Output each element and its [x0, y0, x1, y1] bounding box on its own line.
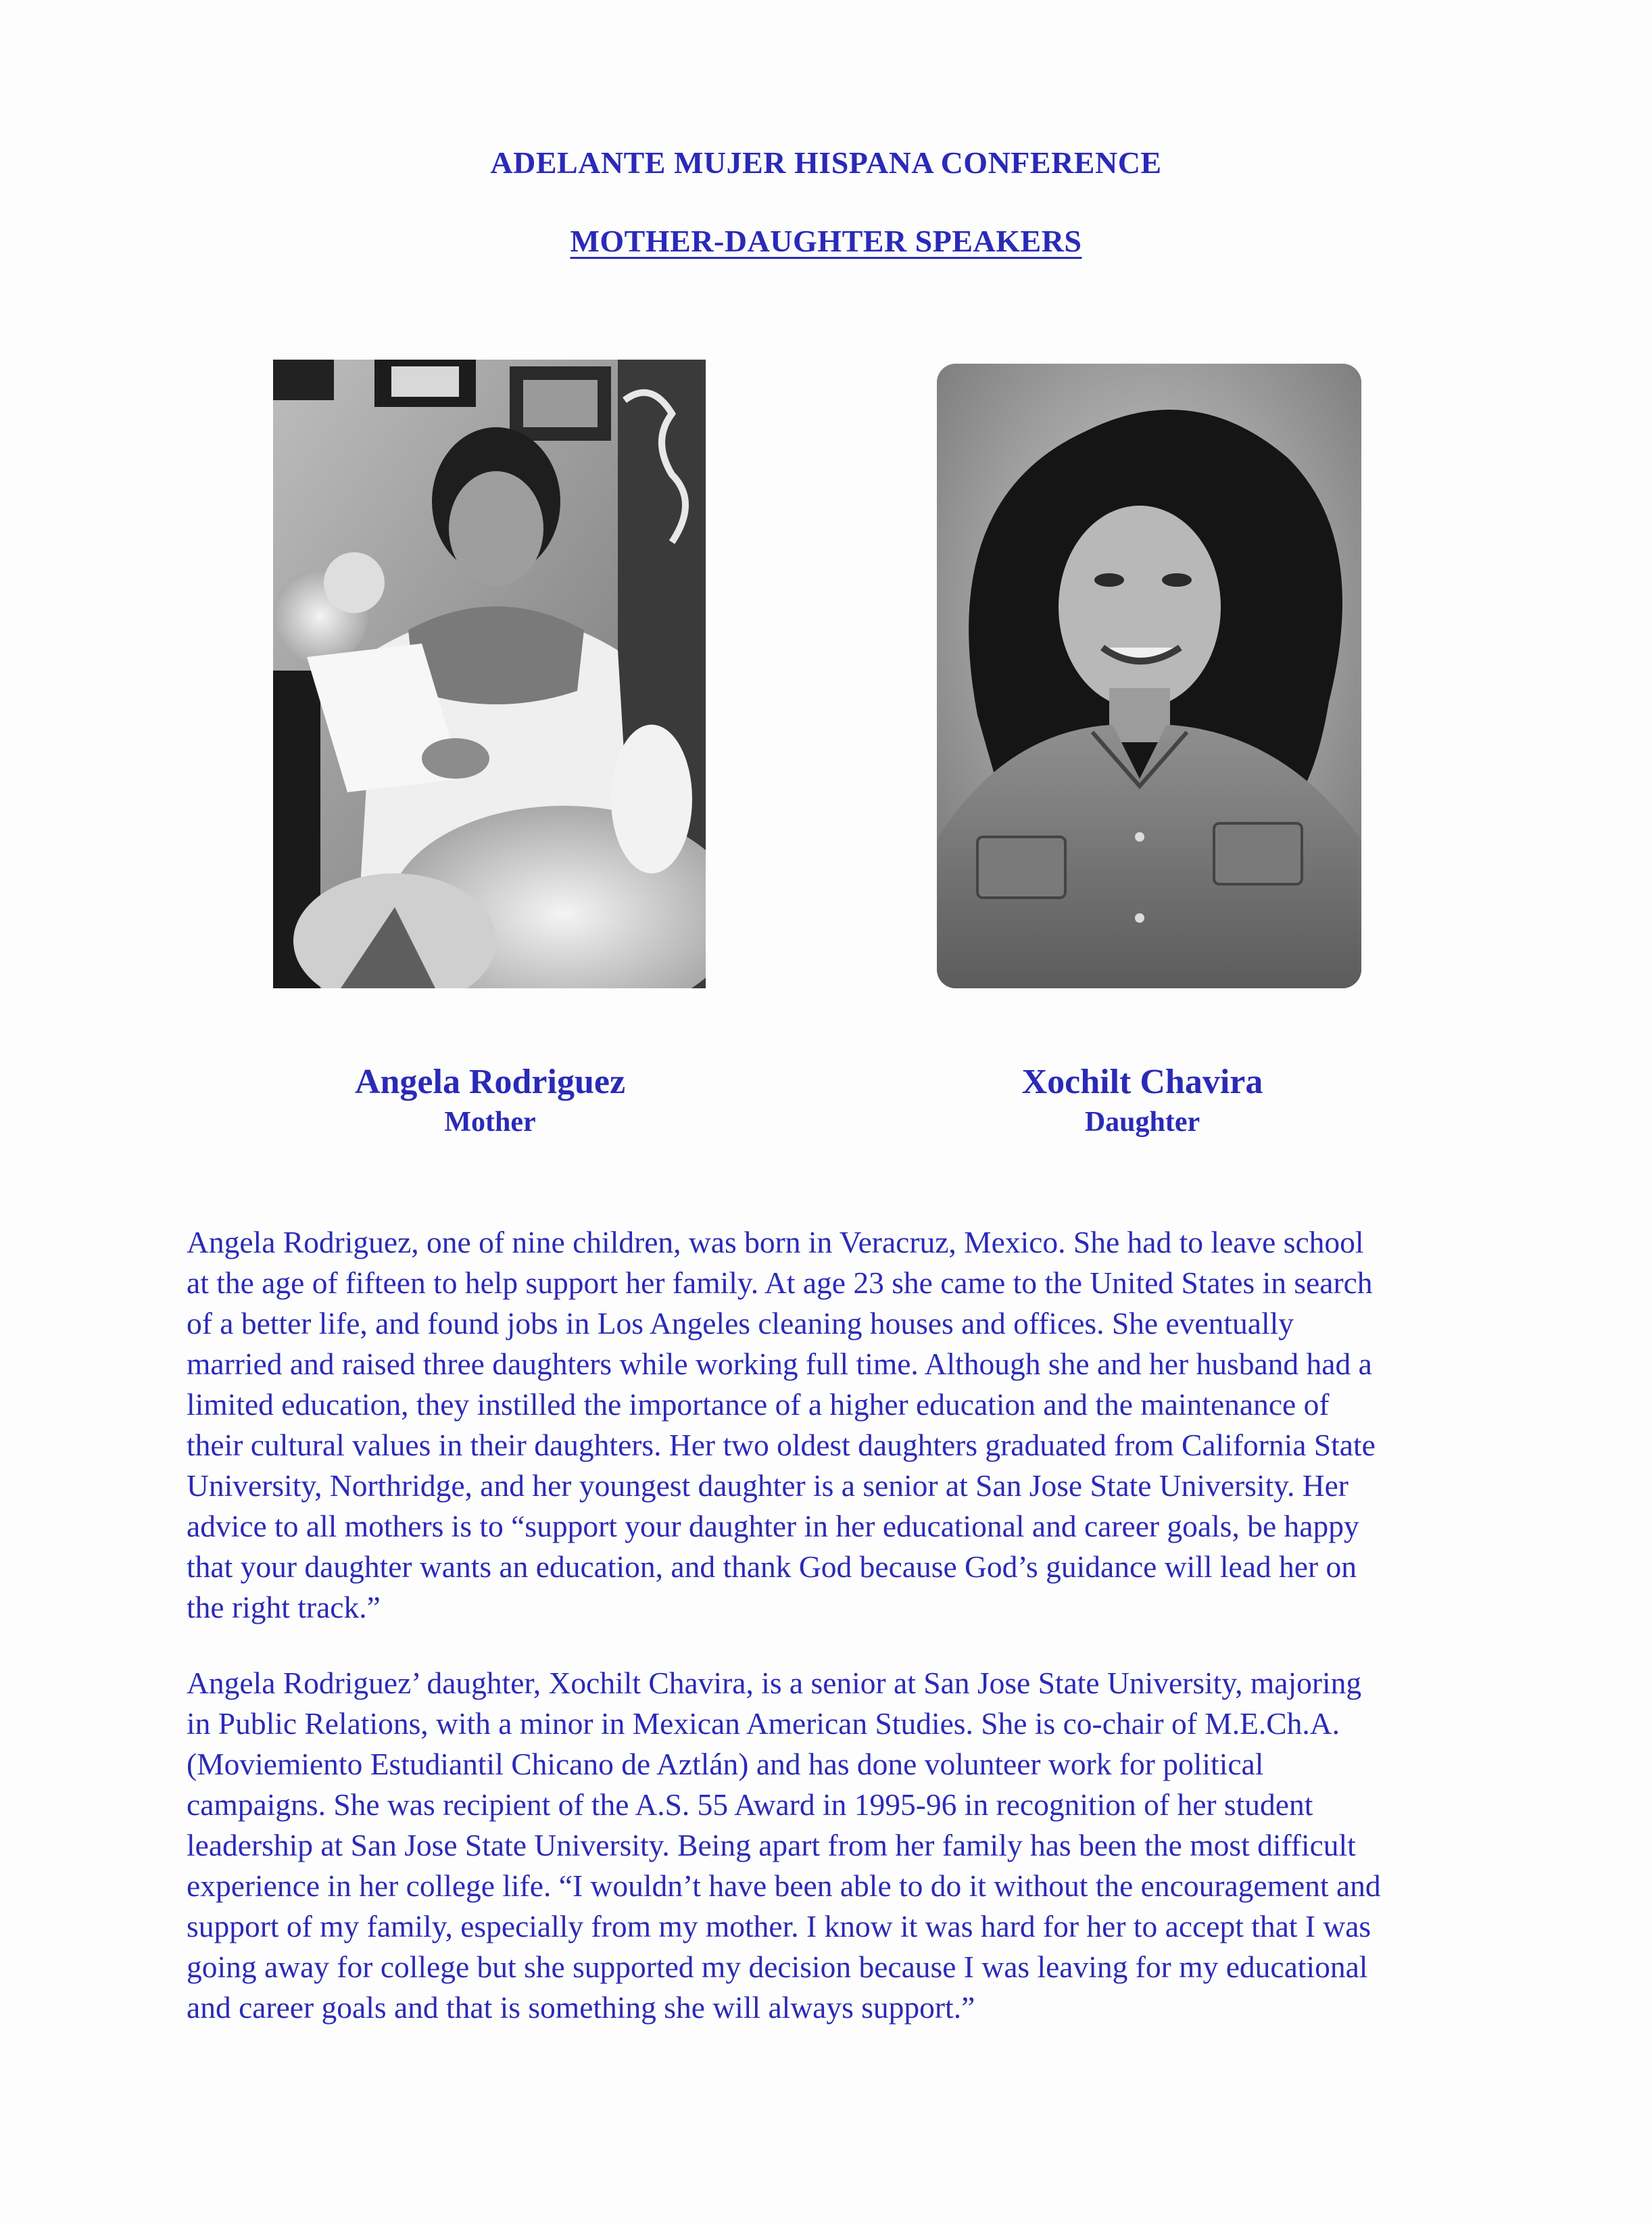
- mother-photo-image: [273, 360, 706, 988]
- bio-line: and career goals and that is something she will always support.”: [187, 1990, 975, 2025]
- mother-caption: [284, 1061, 696, 1141]
- bio-line: Angela Rodriguez’ daughter, Xochilt Chavira, is a senior at San Jose State University, majoring: [187, 1666, 1362, 1700]
- bio-line: (Moviemiento Estudiantil Chicano de Aztlán) and has done volunteer work for political: [187, 1747, 1264, 1781]
- section-subtitle: [0, 223, 1652, 259]
- bio-line: Angela Rodriguez, one of nine children, was born in Veracruz, Mexico. She had to leave school: [187, 1225, 1364, 1259]
- bio-line: at the age of fifteen to help support her family. At age 23 she came to the United States in search: [187, 1265, 1373, 1300]
- daughter-name: Xochilt Chavira: [1021, 1063, 1263, 1101]
- daughter-caption: [933, 1061, 1352, 1141]
- bio-line: advice to all mothers is to “support your daughter in her educational and career goals, be happy: [187, 1509, 1359, 1543]
- bio-line: support of my family, especially from my mother. I know it was hard for her to accept that I was: [187, 1909, 1371, 1943]
- daughter-bio-paragraph: [187, 1663, 1525, 2028]
- bio-line: the right track.”: [187, 1590, 381, 1624]
- bio-line: campaigns. She was recipient of the A.S. 55 Award in 1995-96 in recognition of her student: [187, 1787, 1313, 1822]
- daughter-role: Daughter: [1084, 1107, 1200, 1138]
- daughter-photo: [937, 364, 1361, 988]
- bio-line: experience in her college life. “I wouldn’t have been able to do it without the encouragement and: [187, 1868, 1381, 1903]
- bio-line: going away for college but she supported my decision because I was leaving for my educational: [187, 1950, 1368, 1984]
- bio-line: in Public Relations, with a minor in Mexican American Studies. She is co-chair of M.E.Ch.A.: [187, 1706, 1340, 1741]
- mother-bio-paragraph: [187, 1222, 1525, 1628]
- bio-line: of a better life, and found jobs in Los Angeles cleaning houses and offices. She eventually: [187, 1306, 1294, 1340]
- bio-line: leadership at San Jose State University. Being apart from her family has been the most difficult: [187, 1828, 1356, 1862]
- section-subtitle-text: MOTHER-DAUGHTER SPEAKERS: [570, 224, 1082, 258]
- conference-title: ADELANTE MUJER HISPANA CONFERENCE: [490, 145, 1162, 180]
- bio-line: limited education, they instilled the importance of a higher education and the maintenance of: [187, 1387, 1330, 1422]
- bio-line: University, Northridge, and her youngest daughter is a senior at San Jose State University. Her: [187, 1468, 1349, 1503]
- daughter-photo-image: [937, 364, 1361, 988]
- mother-name: Angela Rodriguez: [354, 1063, 626, 1101]
- bio-line: that your daughter wants an education, and thank God because God’s guidance will lead her on: [187, 1549, 1357, 1584]
- mother-role: Mother: [444, 1107, 536, 1138]
- bio-line: their cultural values in their daughters. Her two oldest daughters graduated from California State: [187, 1428, 1376, 1462]
- bio-line: married and raised three daughters while working full time. Although she and her husband had a: [187, 1347, 1372, 1381]
- mother-photo: [273, 360, 706, 988]
